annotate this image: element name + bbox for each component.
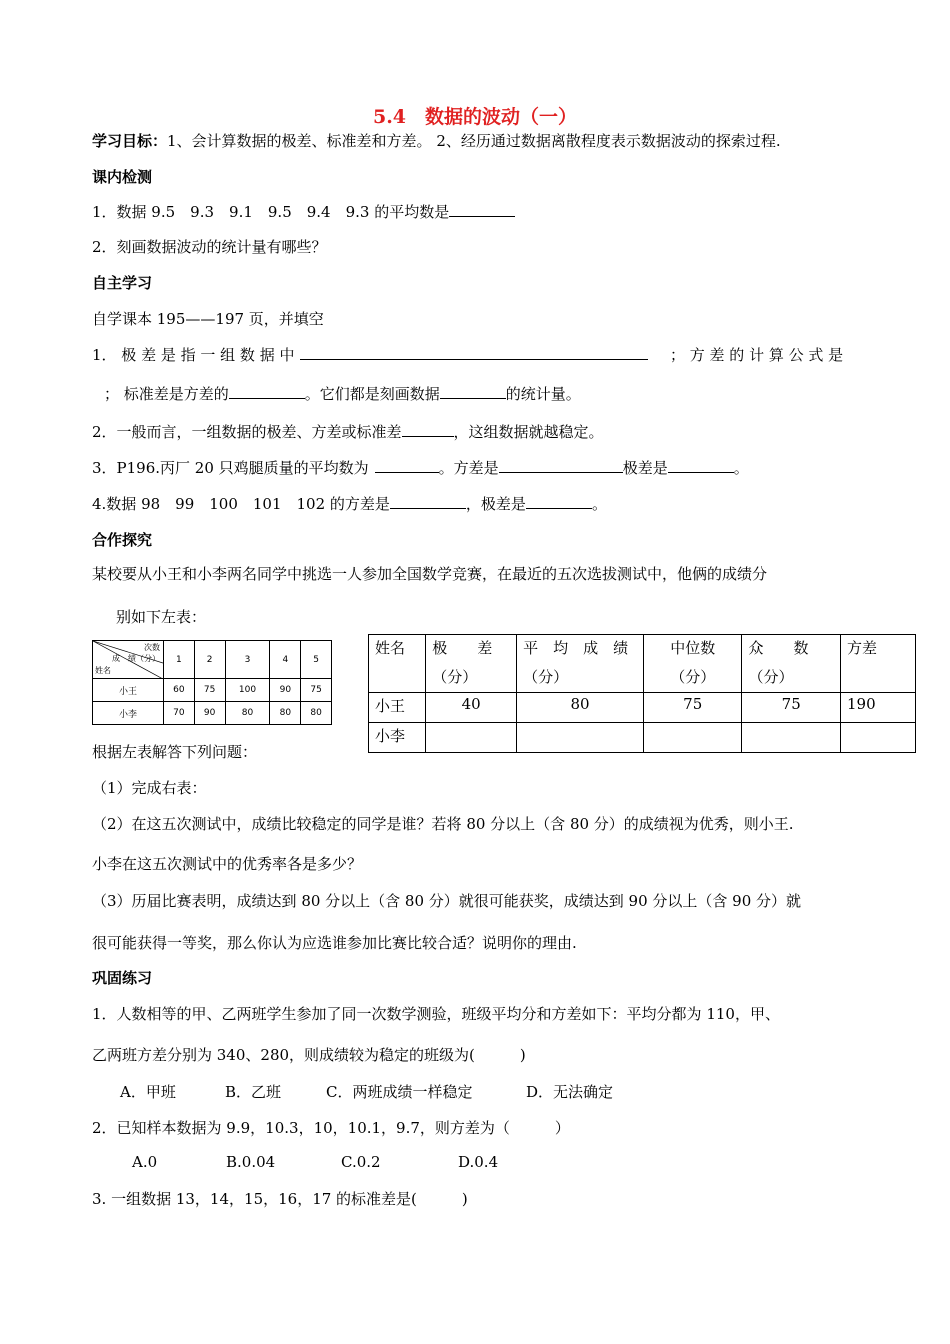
table-cell: 100 <box>225 679 270 702</box>
header-top: 姓名 <box>375 639 406 657</box>
table-cell: 80 <box>301 702 332 725</box>
self-q1-text-a: 1． 极 差 是 指 一 组 数 据 中 <box>92 346 295 364</box>
header-top: 极 差 <box>432 639 493 657</box>
header-top: 众 数 <box>748 639 809 657</box>
table-cell: 80 <box>270 702 301 725</box>
practice-q2-option-b[interactable]: B.0.04 <box>226 1153 276 1171</box>
learning-goal-text: 1、会计算数据的极差、标准差和方差。 2、经历通过数据离散程度表示数据波动的探索过程. <box>167 132 781 150</box>
table-cell: 90 <box>270 679 301 702</box>
check-q1 <box>92 201 515 222</box>
self-study-intro: 自学课本 195——197 页，并填空 <box>92 310 324 328</box>
scores-table <box>92 640 332 725</box>
check-q1-text: 1．数据 9.5 9.3 9.1 9.5 9.4 9.3 的平均数是 <box>92 203 450 221</box>
table-cell[interactable] <box>742 723 841 753</box>
table-instruction: 根据左表解答下列问题： <box>92 743 258 761</box>
self-q3-text-a: 3．P196.丙厂 20 只鸡腿质量的平均数为 <box>92 459 369 477</box>
practice-q2-option-a[interactable]: A.0 <box>132 1153 158 1171</box>
answer-blank[interactable] <box>668 458 734 473</box>
column-header: 1 <box>164 641 195 679</box>
self-q3 <box>92 457 749 478</box>
table-cell[interactable] <box>426 723 517 753</box>
column-header <box>517 635 644 693</box>
self-q1-line1 <box>92 344 648 365</box>
table-cell[interactable] <box>840 723 915 753</box>
self-q4-text-c: 。 <box>591 495 607 513</box>
table-cell: 80 <box>517 693 644 723</box>
diag-mid-label: 成 绩（分） <box>112 654 160 663</box>
sub-question-2a: （2）在这五次测试中，成绩比较稳定的同学是谁？若将 80 分以上（含 80 分）的成绩视为优秀，则小王. <box>92 815 794 833</box>
table-cell: 75 <box>742 693 841 723</box>
column-header: 4 <box>270 641 301 679</box>
section-heading-cooperation: 合作探究 <box>92 531 153 549</box>
stats-table <box>368 634 916 753</box>
header-bottom: （分） <box>432 668 478 686</box>
self-q1-text-c: ； 标准差是方差的 <box>104 385 229 403</box>
table-row <box>369 693 916 723</box>
column-header: 5 <box>301 641 332 679</box>
table-cell[interactable] <box>643 723 742 753</box>
practice-q2: 2．已知样本数据为 9.9，10.3，10，10.1，9.7，则方差为（ ） <box>92 1119 570 1137</box>
row-name: 小王 <box>93 679 164 702</box>
practice-q1-option-c[interactable]: C．两班成绩一样稳定 <box>326 1083 473 1101</box>
sub-question-2b: 小李在这五次测试中的优秀率各是多少？ <box>92 855 363 873</box>
diag-bottom-label: 姓名 <box>95 666 111 675</box>
self-q2-text-a: 2．一般而言，一组数据的极差、方差或标准差 <box>92 423 402 441</box>
practice-q3: 3. 一组数据 13，14，15，16，17 的标准差是( ) <box>92 1190 468 1208</box>
table-cell: 75 <box>301 679 332 702</box>
check-q2: 2．刻画数据波动的统计量有哪些？ <box>92 238 327 256</box>
self-q3-text-d: 。 <box>733 459 749 477</box>
self-q2 <box>92 421 604 442</box>
answer-blank[interactable] <box>440 384 506 399</box>
self-q1-text-e: 的统计量。 <box>505 385 581 403</box>
page-title: 5.4 数据的波动（一） <box>372 106 578 128</box>
section-heading-self-study: 自主学习 <box>92 274 153 292</box>
table-cell[interactable] <box>517 723 644 753</box>
column-header <box>369 635 426 693</box>
column-header: 3 <box>225 641 270 679</box>
learning-goal <box>92 130 781 151</box>
column-header <box>840 635 915 693</box>
header-top: 中位数 <box>670 639 716 657</box>
answer-blank[interactable] <box>449 202 515 217</box>
answer-blank[interactable] <box>390 494 466 509</box>
practice-q1b: 乙两班方差分别为 340、280，则成绩较为稳定的班级为( ) <box>92 1046 526 1064</box>
header-bottom: （分） <box>748 668 794 686</box>
self-q3-text-b: 。方差是 <box>438 459 499 477</box>
table-cell: 60 <box>164 679 195 702</box>
table-row <box>93 679 332 702</box>
table-row <box>93 702 332 725</box>
table-row <box>93 641 332 679</box>
sub-question-1: （1）完成右表： <box>92 779 207 797</box>
self-q1-line2 <box>104 383 581 404</box>
cooperation-intro-2: 别如下左表： <box>116 608 207 626</box>
answer-blank[interactable] <box>375 458 439 473</box>
column-header: 2 <box>194 641 225 679</box>
practice-q1-option-d[interactable]: D．无法确定 <box>526 1083 614 1101</box>
section-heading-practice: 巩固练习 <box>92 969 153 987</box>
table-cell: 40 <box>426 693 517 723</box>
table-cell: 80 <box>225 702 270 725</box>
table-cell: 70 <box>164 702 195 725</box>
practice-q1-option-b[interactable]: B．乙班 <box>225 1083 282 1101</box>
column-header <box>426 635 517 693</box>
self-q4-text-a: 4.数据 98 99 100 101 102 的方差是 <box>92 495 390 513</box>
answer-blank[interactable] <box>402 422 454 437</box>
practice-q2-option-d[interactable]: D.0.4 <box>458 1153 499 1171</box>
section-heading-check: 课内检测 <box>92 168 153 186</box>
column-header <box>742 635 841 693</box>
table-row <box>369 635 916 693</box>
table-cell: 75 <box>643 693 742 723</box>
answer-blank[interactable] <box>300 345 648 360</box>
header-bottom: （分） <box>523 668 569 686</box>
row-name: 小李 <box>369 723 426 753</box>
header-bottom: （分） <box>670 668 716 686</box>
column-header <box>643 635 742 693</box>
table-cell: 90 <box>194 702 225 725</box>
row-name: 小李 <box>93 702 164 725</box>
header-top: 平 均 成 绩 <box>523 639 629 657</box>
self-q1-text-d: 。它们都是刻画数据 <box>304 385 440 403</box>
answer-blank[interactable] <box>229 384 305 399</box>
answer-blank[interactable] <box>526 494 592 509</box>
table-cell: 190 <box>840 693 915 723</box>
self-q4 <box>92 493 607 514</box>
self-q2-text-b: ，这组数据就越稳定。 <box>453 423 604 441</box>
practice-q2-option-c[interactable]: C.0.2 <box>341 1153 381 1171</box>
answer-blank[interactable] <box>499 458 623 473</box>
table-row <box>369 723 916 753</box>
practice-q1a: 1．人数相等的甲、乙两班学生参加了同一次数学测验，班级平均分和方差如下：平均分都为 110，甲、 <box>92 1005 780 1023</box>
sub-question-3a: （3）历届比赛表明，成绩达到 80 分以上（含 80 分）就很可能获奖，成绩达到 90 分以上（含 90 分）就 <box>92 892 802 910</box>
diagonal-header-cell <box>93 641 164 679</box>
diag-top-label: 次数 <box>144 643 160 652</box>
self-q4-text-b: ，极差是 <box>465 495 526 513</box>
row-name: 小王 <box>369 693 426 723</box>
practice-q1-option-a[interactable]: A．甲班 <box>120 1083 176 1101</box>
header-top: 方差 <box>846 639 877 657</box>
self-q3-text-c: 极差是 <box>622 459 668 477</box>
sub-question-3b: 很可能获得一等奖，那么你认为应选谁参加比赛比较合适？说明你的理由. <box>92 934 577 952</box>
table-cell: 75 <box>194 679 225 702</box>
learning-goal-label: 学习目标： <box>92 132 168 150</box>
cooperation-intro: 某校要从小王和小李两名同学中挑选一人参加全国数学竞赛，在最近的五次选拔测试中，他俩的成绩分 <box>92 565 768 583</box>
self-q1-text-b: ； 方 差 的 计 算 公 式 是 <box>670 346 844 364</box>
